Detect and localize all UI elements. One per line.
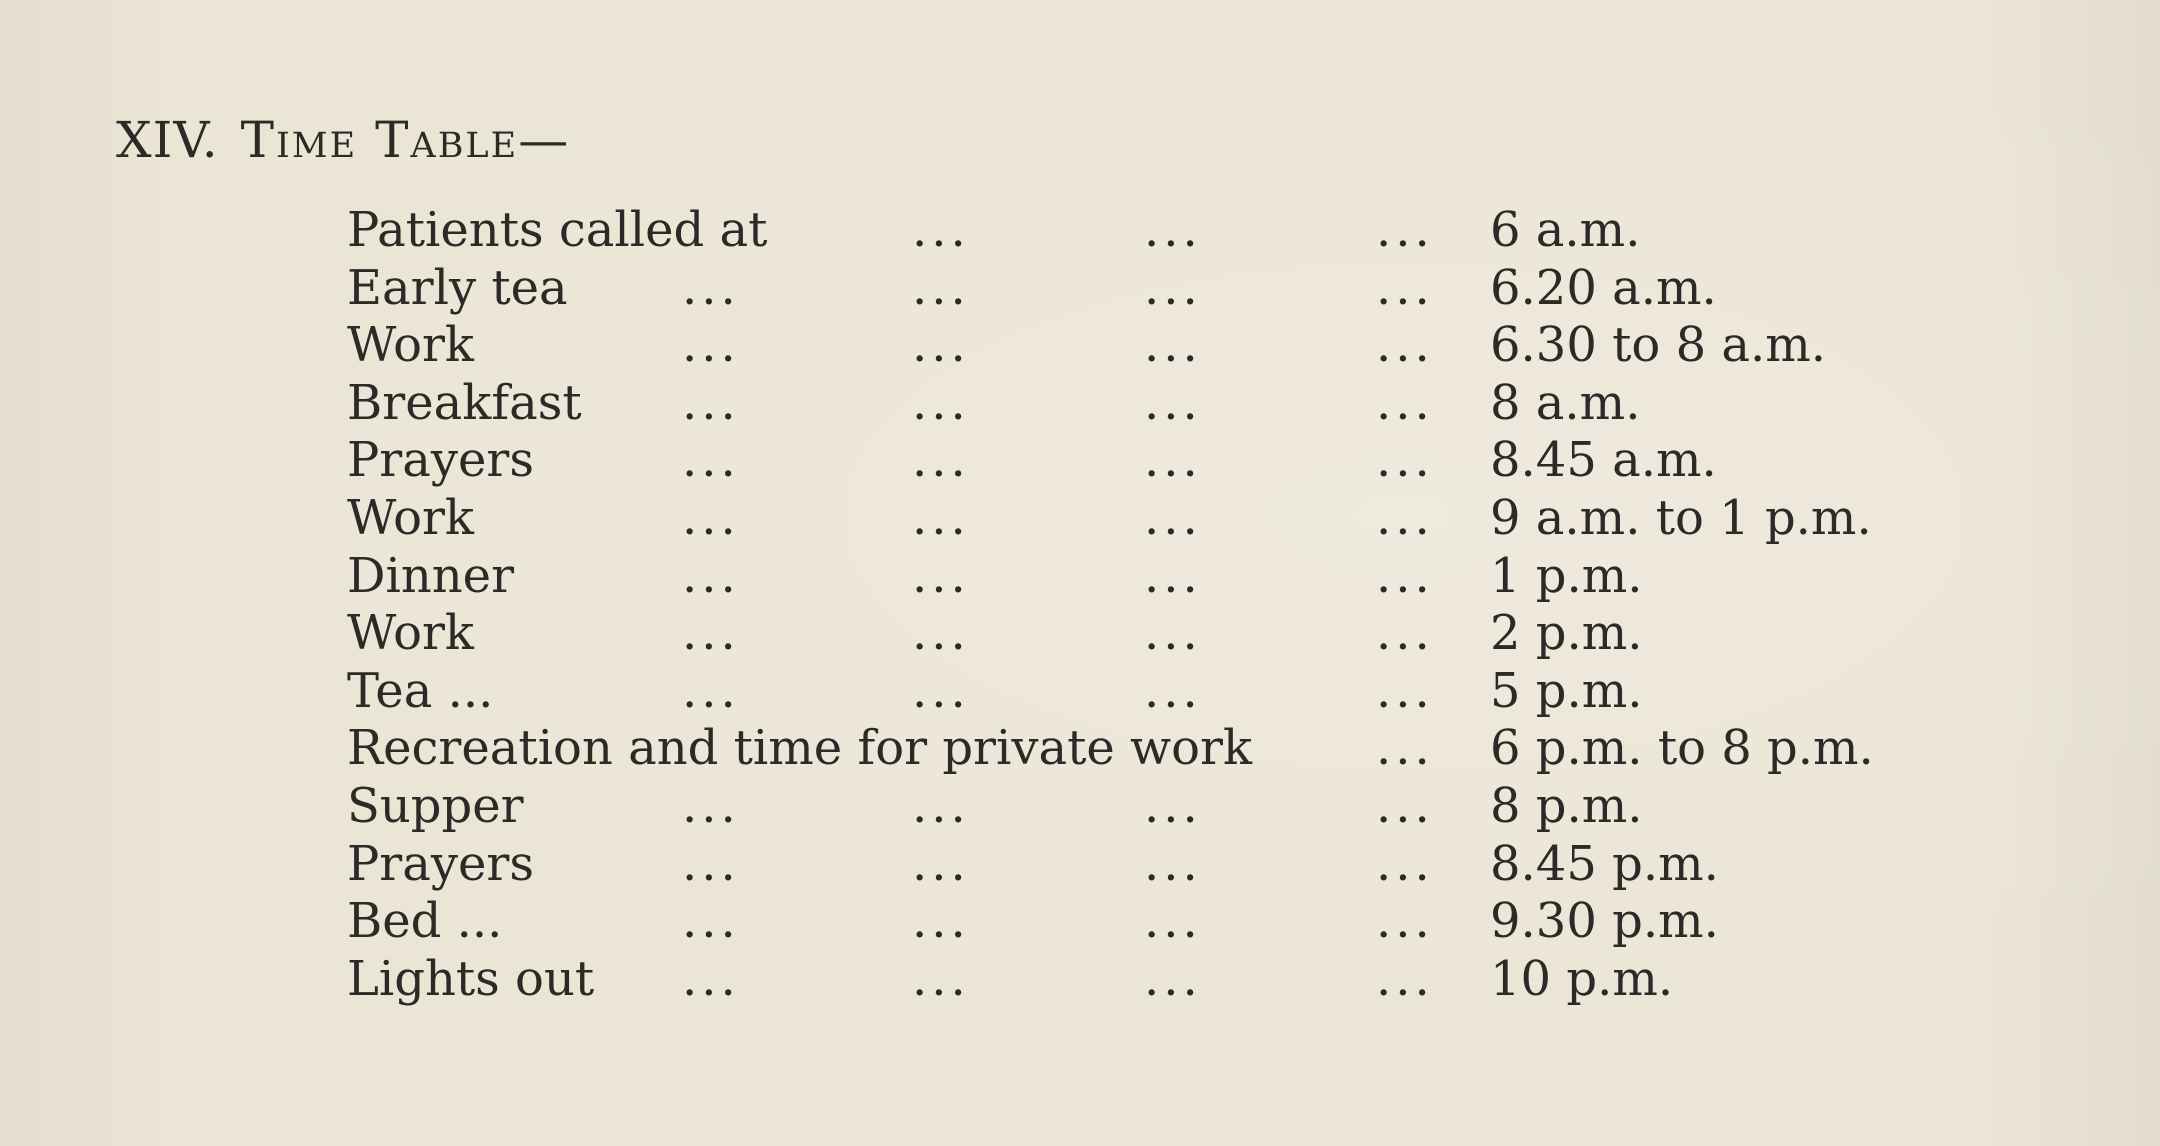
activity-time: 8.45 a.m. [1490, 432, 1717, 489]
activity-label: Tea ... [347, 662, 494, 719]
table-row [347, 951, 1987, 1009]
dot-leader: ... [682, 605, 740, 662]
activity-label: Bed ... [347, 893, 503, 950]
activity-time: 8.45 p.m. [1490, 835, 1719, 892]
dot-leader: ... [1144, 547, 1202, 604]
dot-leader: ... [1144, 202, 1202, 258]
table-row [347, 548, 1987, 606]
dot-leader: ... [912, 662, 970, 719]
dot-leader: ... [1144, 950, 1202, 1007]
dot-leader: ... [682, 662, 740, 719]
dot-leader: ... [682, 317, 740, 374]
activity-time: 6.20 a.m. [1490, 259, 1717, 316]
activity-time: 9.30 p.m. [1490, 893, 1719, 950]
dot-leader: ... [1144, 605, 1202, 662]
dot-leader: ... [1144, 489, 1202, 546]
dot-leader: ... [682, 835, 740, 892]
activity-time: 6.30 to 8 a.m. [1490, 317, 1827, 374]
table-row [347, 720, 1987, 778]
dot-leader: ... [912, 317, 970, 374]
dot-leader: ... [912, 893, 970, 950]
dot-leader: ... [1376, 605, 1434, 662]
dot-leader: ... [682, 547, 740, 604]
dot-leader: ... [912, 605, 970, 662]
dot-leader: ... [682, 950, 740, 1007]
dot-leader: ... [1144, 777, 1202, 834]
dot-leader: ... [1376, 374, 1434, 431]
dot-leader: ... [1144, 893, 1202, 950]
activity-label: Patients called at [347, 202, 768, 258]
table-row [347, 836, 1987, 894]
table-row [347, 260, 1987, 318]
dot-leader: ... [1144, 374, 1202, 431]
activity-time: 6 a.m. [1490, 202, 1641, 258]
dot-leader: ... [1376, 317, 1434, 374]
table-row [347, 375, 1987, 433]
activity-label: Dinner [347, 547, 515, 604]
dot-leader: ... [1376, 202, 1434, 258]
dot-leader: ... [1376, 259, 1434, 316]
activity-label: Work [347, 317, 475, 374]
dot-leader: ... [682, 259, 740, 316]
dot-leader: ... [912, 489, 970, 546]
dot-leader: ... [682, 432, 740, 489]
activity-label: Prayers [347, 432, 534, 489]
table-row [347, 605, 1987, 663]
dot-leader: ... [1376, 777, 1434, 834]
table-row [347, 778, 1987, 836]
dot-leader: ... [912, 777, 970, 834]
dot-leader: ... [682, 374, 740, 431]
table-row [347, 893, 1987, 951]
dot-leader: ... [1376, 720, 1434, 777]
dot-leader: ... [1144, 835, 1202, 892]
dot-leader: ... [1144, 432, 1202, 489]
dot-leader: ... [912, 835, 970, 892]
section-heading [116, 108, 570, 172]
dot-leader: ... [1376, 432, 1434, 489]
dot-leader: ... [682, 489, 740, 546]
table-row [347, 317, 1987, 375]
dot-leader: ... [1144, 317, 1202, 374]
activity-time: 6 p.m. to 8 p.m. [1490, 720, 1874, 777]
table-row [347, 663, 1987, 721]
dot-leader: ... [912, 259, 970, 316]
section-title: Time Table— [240, 111, 571, 169]
activity-label: Work [347, 605, 475, 662]
table-row [347, 490, 1987, 548]
dot-leader: ... [1376, 835, 1434, 892]
dot-leader: ... [1376, 662, 1434, 719]
activity-label: Supper [347, 777, 524, 834]
activity-label: Breakfast [347, 374, 582, 431]
time-table [347, 202, 1987, 1008]
dot-leader: ... [1144, 259, 1202, 316]
dot-leader: ... [1376, 547, 1434, 604]
activity-time: 8 p.m. [1490, 777, 1643, 834]
activity-time: 2 p.m. [1490, 605, 1643, 662]
section-number: XIV. [116, 111, 219, 169]
table-row [347, 202, 1987, 260]
activity-label: Recreation and time for private work [347, 720, 1253, 777]
dot-leader: ... [912, 950, 970, 1007]
dot-leader: ... [1144, 662, 1202, 719]
dot-leader: ... [1376, 489, 1434, 546]
activity-label: Early tea [347, 259, 568, 316]
activity-time: 9 a.m. to 1 p.m. [1490, 489, 1872, 546]
activity-time: 10 p.m. [1490, 950, 1674, 1007]
dot-leader: ... [682, 893, 740, 950]
activity-label: Work [347, 489, 475, 546]
dot-leader: ... [682, 777, 740, 834]
dot-leader: ... [1376, 950, 1434, 1007]
activity-time: 8 a.m. [1490, 374, 1641, 431]
activity-label: Lights out [347, 950, 595, 1007]
dot-leader: ... [912, 202, 970, 258]
table-row [347, 432, 1987, 490]
activity-time: 1 p.m. [1490, 547, 1643, 604]
dot-leader: ... [912, 432, 970, 489]
activity-label: Prayers [347, 835, 534, 892]
dot-leader: ... [912, 374, 970, 431]
dot-leader: ... [1376, 893, 1434, 950]
activity-time: 5 p.m. [1490, 662, 1643, 719]
dot-leader: ... [912, 547, 970, 604]
